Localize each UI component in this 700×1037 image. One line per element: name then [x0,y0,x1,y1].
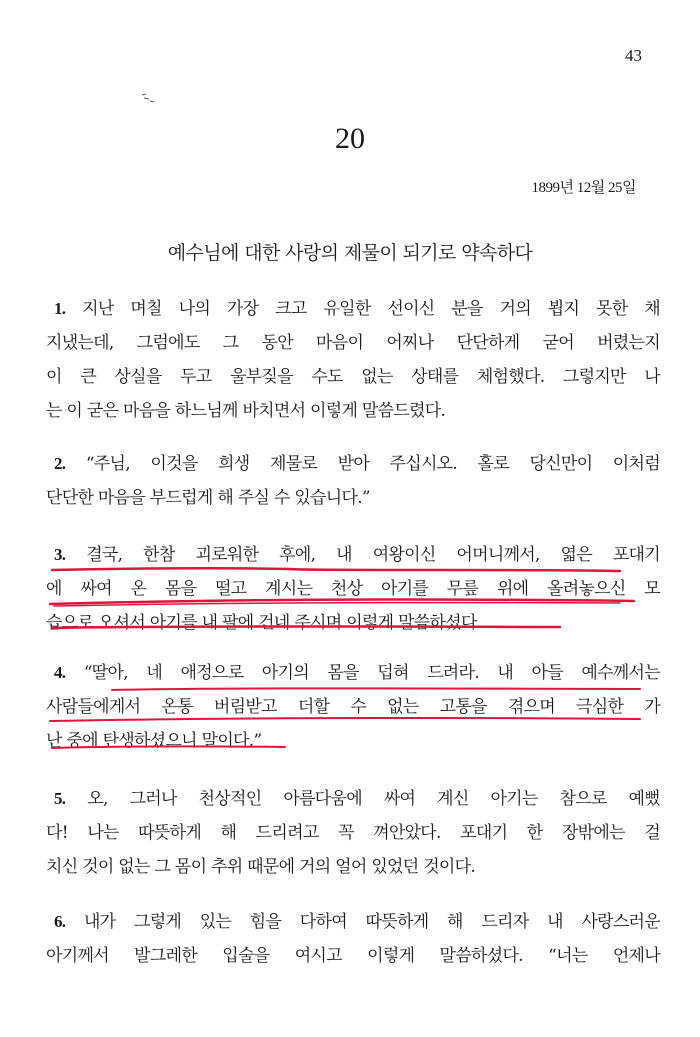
paragraph-4 [46,656,660,758]
paragraph-line: 이 큰 상실을 두고 울부짖을 수도 없는 상태를 체험했다. 그렇지만 나 [46,367,660,387]
paragraph-6 [46,905,660,973]
paragraph-line: 아기께서 발그레한 입술을 여시고 이렇게 말씀하셨다. “너는 언제나 [46,946,660,966]
line-text: 지난 며칠 나의 가장 크고 유일한 선이신 분을 거의 뵙지 못한 채 [82,299,660,319]
paragraph-line: 사람들에게서 온통 버림받고 더할 수 없는 고통을 겪으며 극심한 가 [46,697,660,717]
paragraph-number: 2. [54,454,66,473]
chapter-title: 예수님에 대한 사랑의 제물이 되기로 약속하다 [167,242,533,264]
paragraph-2 [46,447,660,515]
ink-smudge [140,92,156,104]
paragraph-number: 1. [54,299,66,318]
paragraph-line [46,538,660,572]
paragraph-number: 4. [54,663,66,682]
paragraph-line: 에 싸여 온 몸을 떨고 계시는 천상 아기를 무릎 위에 올려놓으신 모 [46,579,660,599]
line-text: 결국, 한참 괴로워한 후에, 내 여왕이신 어머니께서, 엷은 포대기 [86,545,660,565]
paragraph-number: 5. [54,789,66,808]
entry-date: 1899년 12월 25일 [531,180,636,196]
paragraph-5 [46,782,660,884]
paragraph-line: 치신 것이 없는 그 몸이 추위 때문에 거의 얼어 있었던 것이다. [46,857,476,877]
paragraph-1 [46,292,660,428]
paragraph-line: 단단한 마음을 부드럽게 해 주실 수 있습니다.” [46,488,370,508]
paragraph-line: 난 중에 탄생하셨으니 말이다.” [46,731,262,751]
paragraph-line [46,782,660,816]
paragraph-line [46,905,660,939]
paragraph-line: 는 이 굳은 마음을 하느님께 바치면서 이렇게 말씀드렸다. [46,401,446,421]
paragraph-line: 다! 나는 따뜻하게 해 드리려고 꼭 껴안았다. 포대기 한 장밖에는 걸 [46,823,660,843]
paragraph-line: 습으로 오셔서 아기를 내 팔에 건네 주시며 이렇게 말씀하셨다. [46,613,482,633]
line-text: “딸아, 네 애정으로 아기의 몸을 덥혀 드려라. 내 아들 예수께서는 [83,663,660,683]
paragraph-line [46,292,660,326]
line-text: 내가 그렇게 있는 힘을 다하여 따뜻하게 해 드리자 내 사랑스러운 [83,912,660,932]
paragraph-3 [46,538,660,640]
chapter-number: 20 [335,122,365,155]
page-number: 43 [625,46,642,65]
paragraph-line [46,656,660,690]
line-text: “주님, 이것을 희생 제물로 받아 주십시오. 홀로 당신만이 이처럼 [85,454,660,474]
paragraph-line [46,447,660,481]
paragraph-line: 지냈는데, 그럼에도 그 동안 마음이 어찌나 단단하게 굳어 버렸는지 [46,333,660,353]
paragraph-number: 3. [54,545,66,564]
paragraph-number: 6. [54,912,66,931]
line-text: 오, 그러나 천상적인 아름다움에 싸여 계신 아기는 참으로 예뻤 [87,789,660,809]
